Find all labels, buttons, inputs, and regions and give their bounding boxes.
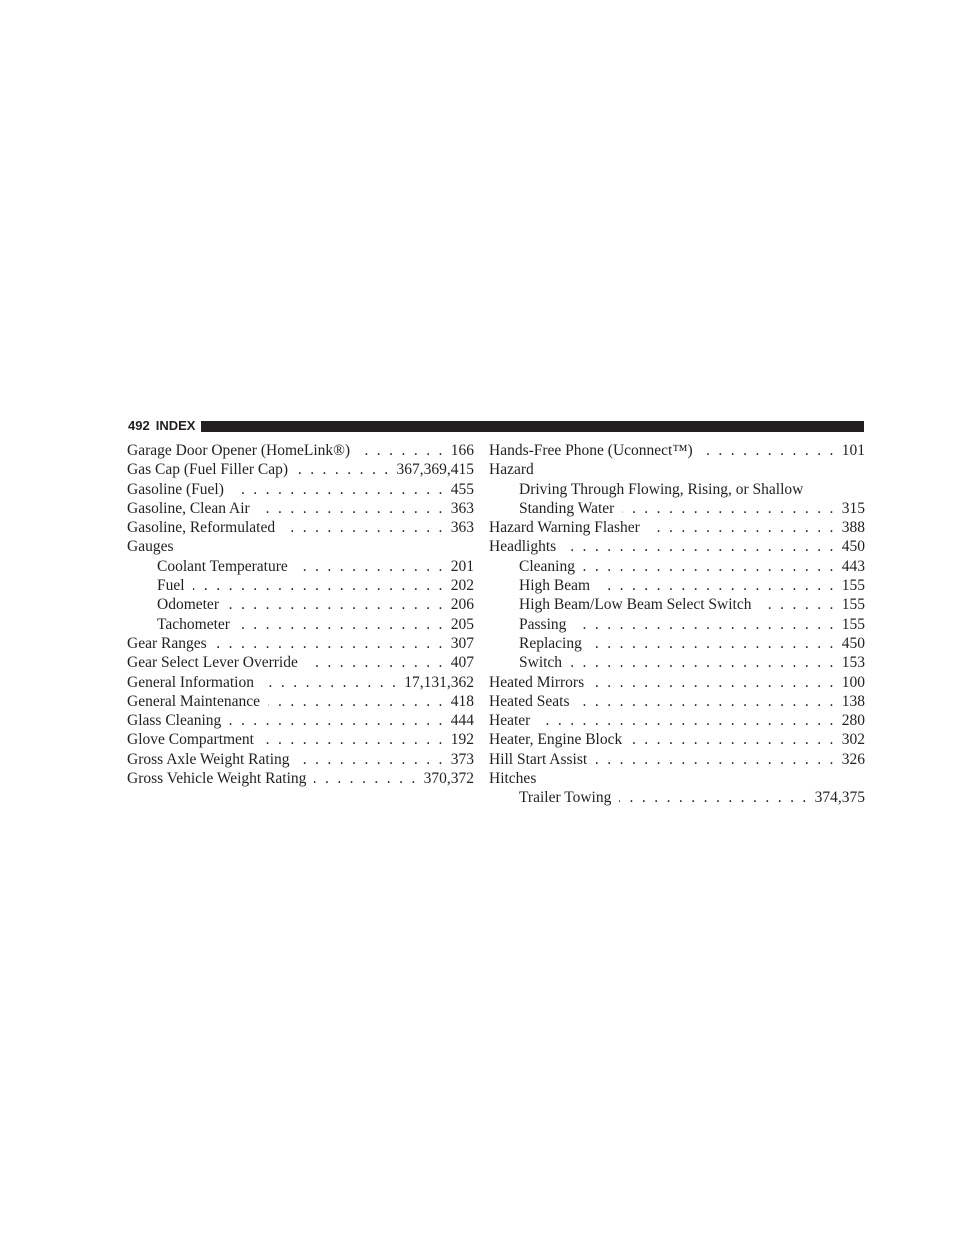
- index-entry: [127, 499, 474, 518]
- index-entry: [127, 653, 474, 672]
- entry-label: Tachometer: [157, 615, 230, 633]
- page-header: [128, 416, 864, 436]
- dot-leader: [630, 730, 836, 749]
- entry-label: Hill Start Assist: [489, 750, 588, 768]
- entry-label: Replacing: [519, 634, 582, 652]
- entry-page-ref[interactable]: 166: [450, 442, 474, 459]
- entry-page-ref[interactable]: 280: [841, 712, 865, 730]
- index-entry: [489, 615, 865, 634]
- dot-leader: [759, 595, 835, 614]
- dot-leader: [314, 769, 417, 788]
- entry-label: General Maintenance: [127, 692, 260, 710]
- dot-leader: [590, 634, 836, 653]
- entry-page-ref[interactable]: 155: [841, 596, 865, 614]
- entry-page-ref[interactable]: 307: [450, 634, 474, 652]
- entry-page-ref[interactable]: 374,375: [814, 789, 865, 807]
- index-column-right: [489, 441, 865, 808]
- entry-page-ref[interactable]: 444: [450, 712, 474, 730]
- index-entry: [489, 692, 865, 711]
- index-entry: [489, 750, 865, 769]
- index-entry: [127, 576, 474, 595]
- entry-label: Trailer Towing: [519, 789, 612, 807]
- entry-page-ref[interactable]: 373: [450, 750, 474, 768]
- index-entry: [127, 692, 474, 711]
- index-entry: [489, 518, 865, 537]
- entry-label: Switch: [519, 654, 563, 672]
- index-entry: [127, 769, 474, 788]
- index-entry: [127, 480, 474, 499]
- entry-label: Odometer: [157, 596, 219, 614]
- entry-page-ref[interactable]: 202: [450, 577, 474, 595]
- entry-label: Gross Axle Weight Rating: [127, 750, 290, 768]
- index-entry: [489, 537, 865, 556]
- entry-page-ref[interactable]: 370,372: [423, 770, 474, 788]
- index-entry: [127, 615, 474, 634]
- dot-leader: [570, 653, 836, 672]
- entry-label: Heated Mirrors: [489, 673, 585, 691]
- dot-leader: [592, 673, 836, 692]
- entry-page-ref[interactable]: 302: [841, 731, 865, 749]
- index-entry: [489, 499, 865, 518]
- entry-label: High Beam/Low Beam Select Switch: [519, 596, 752, 614]
- index-entry: [127, 750, 474, 769]
- entry-page-ref[interactable]: 153: [841, 654, 865, 672]
- dot-leader: [598, 576, 836, 595]
- entry-page-ref[interactable]: 326: [841, 750, 865, 768]
- dot-leader: [283, 518, 445, 537]
- dot-leader: [215, 634, 445, 653]
- entry-page-ref[interactable]: 388: [841, 519, 865, 537]
- entry-page-ref[interactable]: 443: [841, 557, 865, 575]
- entry-label: Coolant Temperature: [157, 557, 288, 575]
- dot-leader: [193, 576, 445, 595]
- index-entry: [489, 595, 865, 614]
- entry-label: Heated Seats: [489, 692, 570, 710]
- entry-page-ref[interactable]: 155: [841, 615, 865, 633]
- index-heading: Hitches: [489, 770, 537, 788]
- dot-leader: [306, 653, 445, 672]
- index-entry: [127, 730, 474, 749]
- dot-leader: [358, 441, 445, 460]
- entry-page-ref[interactable]: 206: [450, 596, 474, 614]
- index-entry: [489, 634, 865, 653]
- entry-page-ref[interactable]: 17,131,362: [404, 673, 474, 691]
- entry-page-ref[interactable]: 100: [841, 673, 865, 691]
- dot-leader: [595, 750, 836, 769]
- dot-leader: [619, 788, 808, 807]
- dot-leader: [268, 692, 445, 711]
- entry-label: Heater, Engine Block: [489, 731, 623, 749]
- index-entry: [489, 788, 865, 807]
- dot-leader: [262, 730, 445, 749]
- dot-leader: [296, 557, 445, 576]
- index-entry: [489, 711, 865, 730]
- index-entry: [127, 595, 474, 614]
- section-title: INDEX: [155, 418, 196, 433]
- dot-leader: [232, 480, 445, 499]
- entry-label: Gear Select Lever Override: [127, 654, 298, 672]
- entry-label: Headlights: [489, 538, 557, 556]
- entry-label: Gross Vehicle Weight Rating: [127, 770, 307, 788]
- entry-label: Passing: [519, 615, 567, 633]
- entry-page-ref[interactable]: 418: [450, 692, 474, 710]
- index-entry: [489, 576, 865, 595]
- index-heading: Gauges: [127, 538, 174, 556]
- entry-label: Standing Water: [519, 499, 615, 517]
- dot-leader: [577, 692, 835, 711]
- entry-label: Cleaning: [519, 557, 575, 575]
- entry-label: Gasoline, Clean Air: [127, 499, 250, 517]
- index-entry: [127, 441, 474, 460]
- index-entry: [489, 673, 865, 692]
- entry-label: Heater: [489, 712, 531, 730]
- index-entry: [127, 673, 474, 692]
- entry-label: Gasoline (Fuel): [127, 480, 224, 498]
- index-column-left: [127, 441, 474, 788]
- index-entry: [127, 634, 474, 653]
- entry-label: General Information: [127, 673, 254, 691]
- dot-leader: [238, 615, 445, 634]
- entry-page-ref[interactable]: 192: [450, 731, 474, 749]
- dot-leader: [574, 615, 835, 634]
- entry-label: Garage Door Opener (HomeLink®): [127, 442, 351, 459]
- dot-leader: [296, 460, 390, 479]
- entry-page-ref[interactable]: 315: [841, 499, 865, 517]
- entry-page-ref[interactable]: 138: [841, 692, 865, 710]
- header-rule: [201, 421, 864, 432]
- index-entry: [489, 441, 865, 460]
- index-heading: Driving Through Flowing, Rising, or Shallow: [519, 480, 804, 498]
- dot-leader: [648, 518, 836, 537]
- index-entry: [127, 557, 474, 576]
- dot-leader: [229, 711, 444, 730]
- dot-leader: [227, 595, 445, 614]
- entry-page-ref[interactable]: 363: [450, 499, 474, 517]
- index-heading: Hazard: [489, 461, 534, 479]
- index-entry: [127, 711, 474, 730]
- entry-page-ref[interactable]: 450: [841, 538, 865, 556]
- entry-page-ref[interactable]: 363: [450, 519, 474, 537]
- dot-leader: [622, 499, 835, 518]
- dot-leader: [564, 537, 836, 556]
- entry-page-ref[interactable]: 101: [841, 442, 865, 459]
- entry-page-ref[interactable]: 201: [450, 557, 474, 575]
- entry-page-ref[interactable]: 155: [841, 577, 865, 595]
- entry-label: Gasoline, Reformulated: [127, 519, 276, 537]
- dot-leader: [538, 711, 835, 730]
- index-entry: [489, 653, 865, 672]
- entry-label: Gas Cap (Fuel Filler Cap): [127, 461, 289, 479]
- index-entry: [489, 730, 865, 749]
- entry-label: Hands-Free Phone (Uconnect™): [489, 442, 693, 459]
- page-number: 492: [128, 418, 150, 433]
- entry-page-ref[interactable]: 455: [450, 480, 474, 498]
- entry-label: Fuel: [157, 577, 185, 595]
- dot-leader: [258, 499, 445, 518]
- entry-label: Glove Compartment: [127, 731, 254, 749]
- index-entry: [127, 460, 474, 479]
- entry-page-ref[interactable]: 450: [841, 634, 865, 652]
- entry-page-ref[interactable]: 407: [450, 654, 474, 672]
- entry-label: Gear Ranges: [127, 634, 207, 652]
- entry-label: High Beam: [519, 577, 591, 595]
- entry-label: Hazard Warning Flasher: [489, 519, 640, 537]
- entry-label: Glass Cleaning: [127, 712, 222, 730]
- dot-leader: [298, 750, 445, 769]
- dot-leader: [583, 557, 836, 576]
- dot-leader: [262, 673, 398, 692]
- entry-page-ref[interactable]: 205: [450, 615, 474, 633]
- entry-page-ref[interactable]: 367,369,415: [396, 461, 474, 479]
- index-entry: [127, 518, 474, 537]
- dot-leader: [701, 441, 836, 460]
- index-entry: [489, 557, 865, 576]
